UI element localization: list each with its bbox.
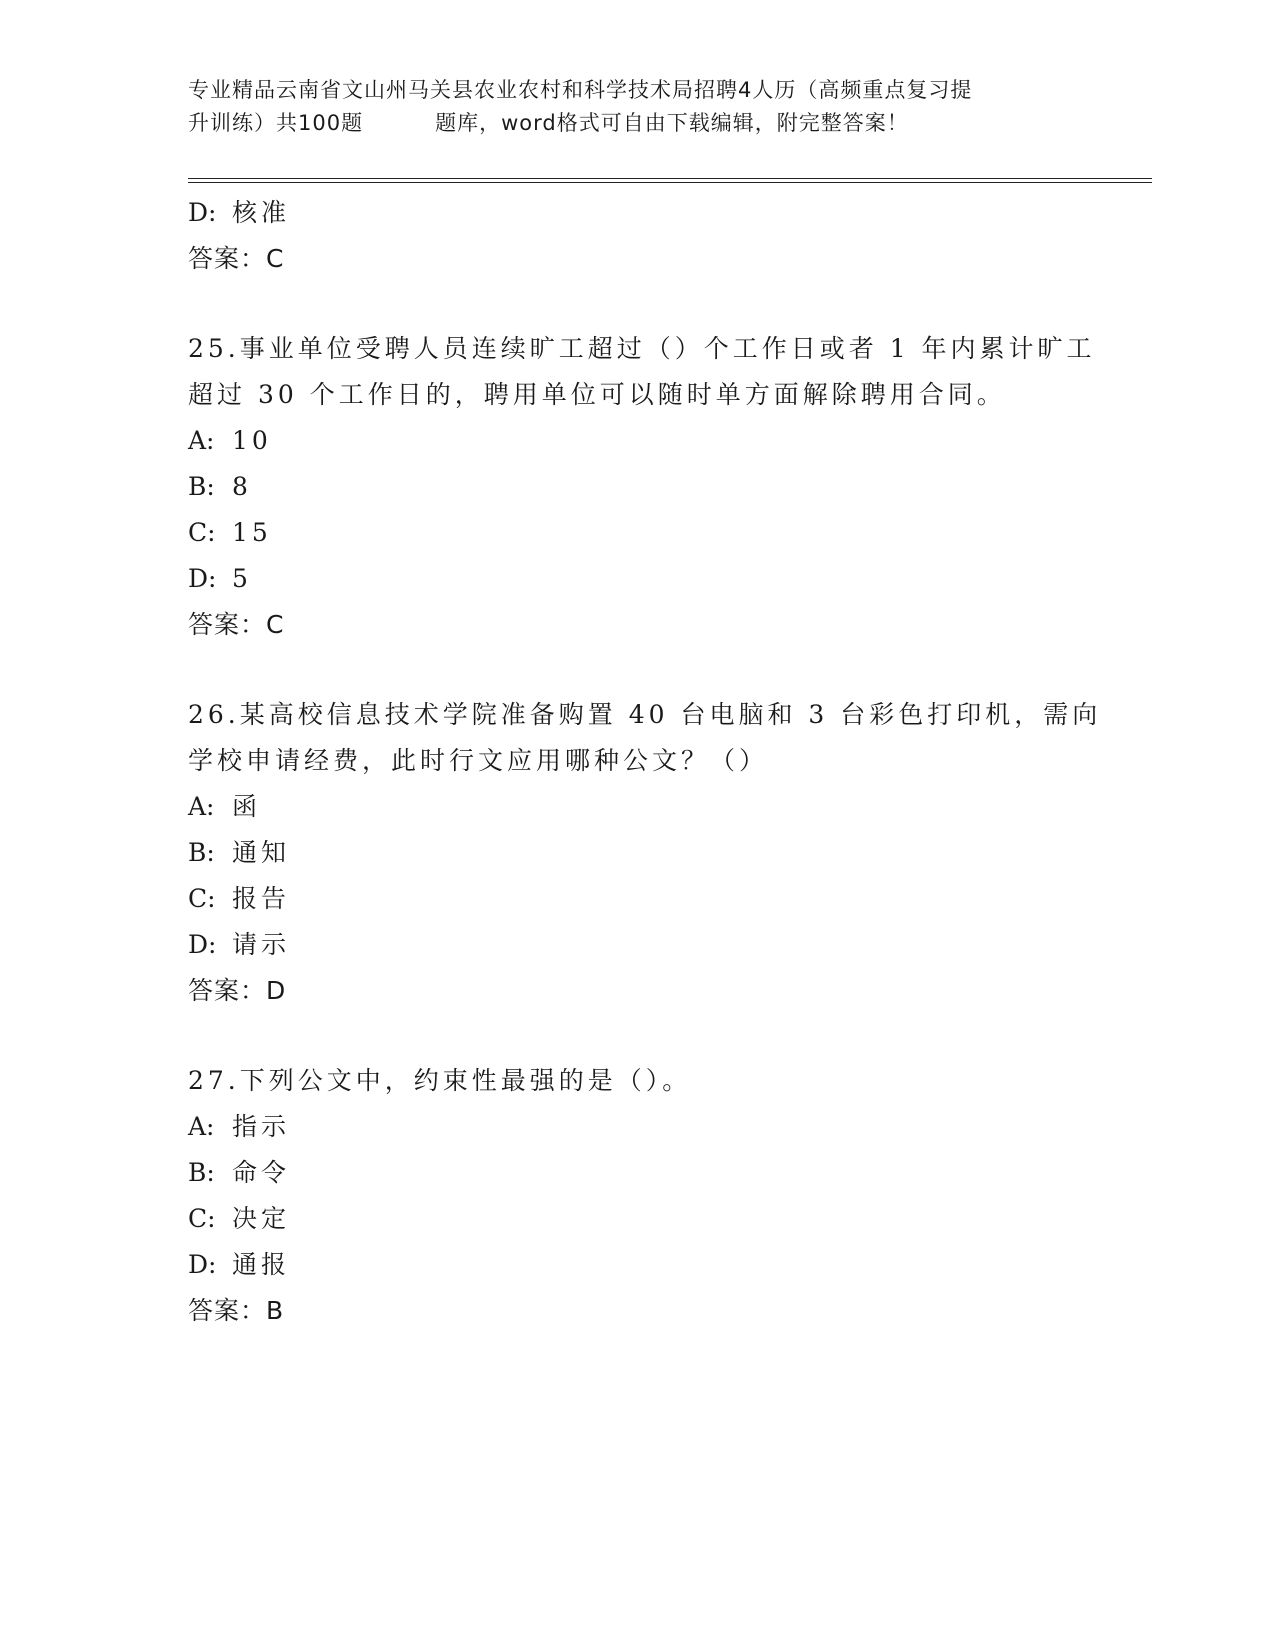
option-row	[188, 1242, 1088, 1288]
option-key: A:	[188, 426, 215, 455]
option-text: 函	[232, 792, 262, 821]
option-key: A:	[188, 792, 215, 821]
option-row	[188, 830, 1088, 876]
option-row	[188, 922, 1088, 968]
option-row	[188, 1196, 1088, 1242]
option-key: D:	[188, 198, 217, 227]
question-block	[188, 326, 1096, 648]
option-key: B:	[188, 838, 215, 867]
option-text: 命令	[232, 1158, 291, 1187]
option-key: C:	[188, 518, 216, 547]
option-row	[188, 510, 1088, 556]
question-block	[188, 692, 1102, 1014]
question-text-line: 25.事业单位受聘人员连续旷工超过（）个工作日或者 1 年内累计旷工	[188, 334, 1096, 363]
option-key: D:	[188, 1250, 217, 1279]
question-text-line: 27.下列公文中，约束性最强的是（）。	[188, 1066, 692, 1095]
header-title-part-b: 题库，word格式可自由下载编辑，附完整答案！	[435, 111, 909, 135]
answer-line: 答案：C	[188, 244, 285, 273]
question-text	[188, 1058, 1088, 1104]
question-text	[188, 326, 1096, 418]
header-divider-bottom	[188, 182, 1152, 183]
question-text-line: 超过 30 个工作日的，聘用单位可以随时单方面解除聘用合同。	[188, 380, 1006, 409]
header-title-line-1: 专业精品云南省文山州马关县农业农村和科学技术局招聘4人历（高频重点复习提	[188, 78, 973, 102]
answer-line: 答案：C	[188, 610, 285, 639]
option-text: 10	[232, 426, 272, 455]
question-text-line: 学校申请经费，此时行文应用哪种公文？（）	[188, 746, 769, 775]
option-key: D:	[188, 930, 217, 959]
option-row	[188, 1150, 1088, 1196]
question-block	[188, 1058, 1088, 1334]
option-text: 报告	[232, 884, 291, 913]
question-text	[188, 692, 1102, 784]
header-title-line-2	[188, 107, 1088, 140]
option-text: 15	[232, 518, 272, 547]
option-key: C:	[188, 884, 216, 913]
question-list	[188, 190, 1102, 1334]
document-header	[188, 74, 1088, 140]
option-text: 8	[232, 472, 252, 501]
question-text-line: 26.某高校信息技术学院准备购置 40 台电脑和 3 台彩色打印机，需向	[188, 700, 1102, 729]
option-text: 指示	[232, 1112, 291, 1141]
option-row	[188, 418, 1088, 464]
option-text: 请示	[232, 930, 291, 959]
option-key: B:	[188, 1158, 215, 1187]
header-title-part-a: 升训练）共100题	[188, 111, 364, 135]
option-row	[188, 556, 1088, 602]
option-row	[188, 876, 1088, 922]
option-key: D:	[188, 564, 217, 593]
option-key: C:	[188, 1204, 216, 1233]
option-row	[188, 464, 1088, 510]
header-divider-top	[188, 178, 1152, 179]
option-key: A:	[188, 1112, 215, 1141]
answer-line: 答案：D	[188, 976, 287, 1005]
option-row	[188, 784, 1088, 830]
option-text: 通报	[232, 1250, 291, 1279]
option-key: B:	[188, 472, 215, 501]
option-text: 5	[232, 564, 252, 593]
option-row	[188, 190, 1088, 236]
option-row	[188, 1104, 1088, 1150]
option-text: 决定	[232, 1204, 291, 1233]
option-text: 核准	[232, 198, 291, 227]
answer-line: 答案：B	[188, 1296, 285, 1325]
option-text: 通知	[232, 838, 291, 867]
